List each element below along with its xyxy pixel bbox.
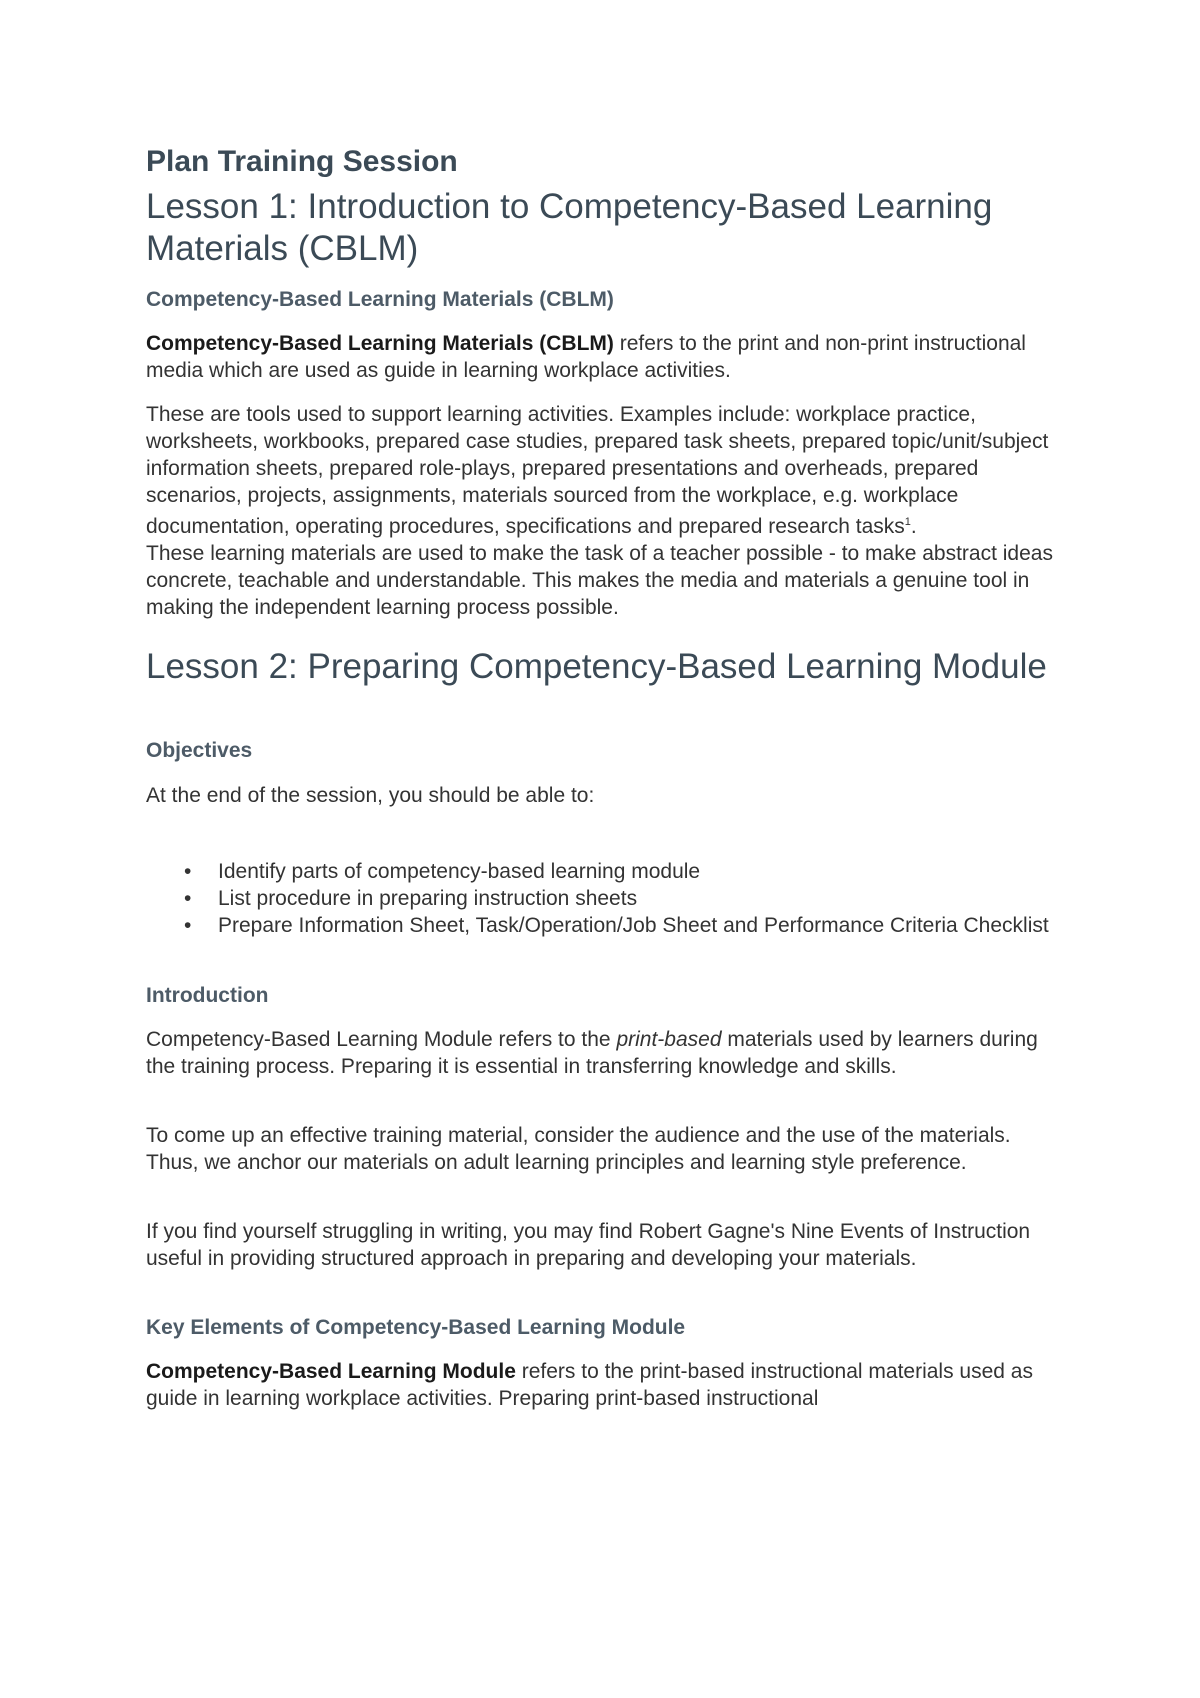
cblm-subheading: Competency-Based Learning Materials (CBLM): [146, 288, 614, 311]
intro-text-a: Competency-Based Learning Module refers to the: [146, 1028, 617, 1051]
objective-text: Prepare Information Sheet, Task/Operation/Job Sheet and Performance Criteria Checklist: [218, 914, 1049, 937]
objective-text: List procedure in preparing instruction sheets: [218, 887, 638, 910]
cblm-definition-text: refers to the print and non-print instructional media which are used as guide in learning workplace activities.: [146, 332, 1026, 382]
introduction-paragraph-1: [146, 1026, 1066, 1080]
key-elements-heading: Key Elements of Competency-Based Learning Module: [146, 1316, 686, 1339]
bullet-icon: •: [184, 887, 192, 910]
bullet-icon: •: [184, 860, 192, 883]
objectives-intro: At the end of the session, you should be able to:: [146, 784, 595, 807]
cblm-examples-end: .: [910, 515, 917, 538]
objectives-list: [146, 858, 1066, 939]
document-title: Plan Training Session: [146, 145, 458, 178]
intro-emphasis: print-based: [616, 1028, 722, 1051]
module-term: Competency-Based Learning Module: [146, 1360, 516, 1383]
lesson-1-heading: Lesson 1: Introduction to Competency-Based Learning Materials (CBLM): [146, 187, 993, 268]
list-item: [146, 858, 1066, 885]
key-elements-paragraph: [146, 1358, 1066, 1412]
footnote-marker[interactable]: 1: [904, 516, 911, 528]
cblm-examples-text: These are tools used to support learning activities. Examples include: workplace practice, worksheets, workbooks, prepared case studies, prepared task sheets, prepared topic/unit/subject information sheets, prepared role-plays, prepared presentations and overheads, prepared scenarios, projects, assignments, materials sourced from the workplace, e.g. workplace documentation, operating procedures, specifications and prepared research tasks: [146, 403, 1049, 538]
cblm-term: Competency-Based Learning Materials (CBLM): [146, 332, 614, 355]
lesson-2-heading: Lesson 2: Preparing Competency-Based Learning Module: [146, 647, 1047, 686]
introduction-heading: Introduction: [146, 984, 269, 1007]
module-definition-text: refers to the print-based instructional materials used as guide in learning workplace activities. Preparing print-based instructional: [146, 1360, 1033, 1410]
bullet-icon: •: [184, 914, 192, 937]
introduction-paragraph-3: If you find yourself struggling in writing, you may find Robert Gagne's Nine Events of Instruction useful in providing structured approach in preparing and developing your materials.: [146, 1220, 1031, 1270]
objectives-heading: Objectives: [146, 739, 253, 762]
list-item: [146, 885, 1066, 912]
objective-text: Identify parts of competency-based learning module: [218, 860, 701, 883]
list-item: [146, 912, 1066, 939]
cblm-purpose-text: These learning materials are used to make the task of a teacher possible - to make abstract ideas concrete, teachable and understandable. This makes the media and materials a genuine tool in making the independent learning process possible.: [146, 542, 1053, 619]
intro-text-b: materials used by learners during the training process. Preparing it is essential in transferring knowledge and skills.: [146, 1028, 1038, 1078]
cblm-definition-paragraph: [146, 330, 1066, 384]
introduction-paragraph-2: To come up an effective training material, consider the audience and the use of the materials. Thus, we anchor our materials on adult learning principles and learning style preference.: [146, 1124, 1011, 1174]
cblm-examples-paragraph: [146, 401, 1066, 621]
